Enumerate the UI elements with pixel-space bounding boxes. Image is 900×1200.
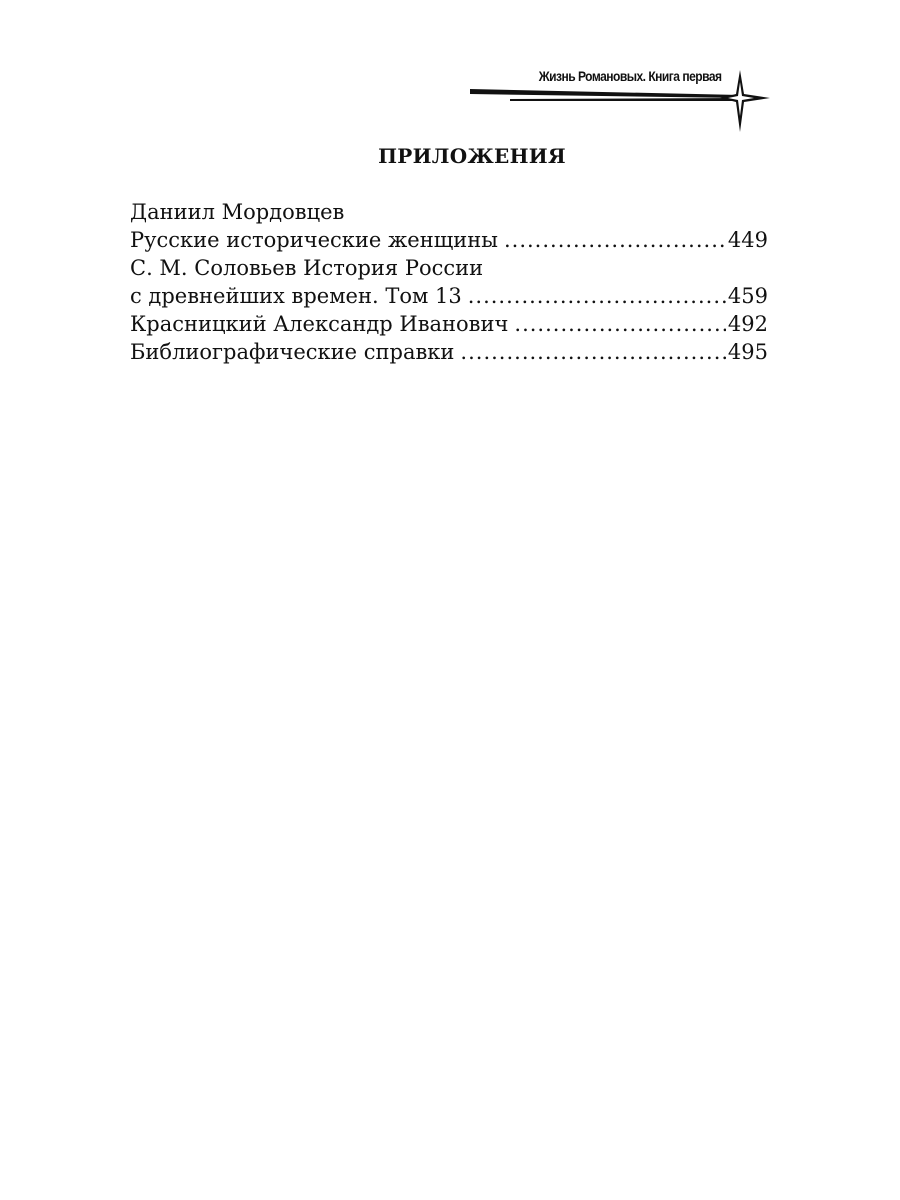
toc-entry[interactable] <box>130 282 768 310</box>
toc-entry[interactable] <box>130 310 768 338</box>
toc-entry-title: Красницкий Александр Иванович <box>130 312 509 336</box>
running-head-title: Жизнь Романовых. Книга первая <box>539 68 722 84</box>
toc-entry-title-line: С. М. Соловьев История России <box>130 256 484 280</box>
table-of-contents <box>130 198 768 366</box>
toc-entry-title: Русские исторические женщины <box>130 228 498 252</box>
toc-entry-author: Даниил Мордовцев <box>130 200 345 224</box>
toc-leader-dots <box>460 338 725 366</box>
running-head <box>470 62 780 142</box>
toc-leader-dots <box>504 226 726 254</box>
toc-author-line <box>130 198 768 226</box>
toc-page-number: 492 <box>727 312 768 336</box>
toc-entry-title: Библиографические справки <box>130 340 455 364</box>
toc-title-line <box>130 254 768 282</box>
toc-leader-dots <box>514 310 726 338</box>
toc-page-number: 459 <box>727 284 768 308</box>
toc-entry-title: с древнейших времен. Том 13 <box>130 284 462 308</box>
section-title: ПРИЛОЖЕНИЯ <box>378 144 566 168</box>
toc-page-number: 495 <box>727 340 768 364</box>
toc-entry[interactable] <box>130 226 768 254</box>
toc-entry[interactable] <box>130 338 768 366</box>
toc-leader-dots <box>468 282 726 310</box>
toc-page-number: 449 <box>727 228 768 252</box>
